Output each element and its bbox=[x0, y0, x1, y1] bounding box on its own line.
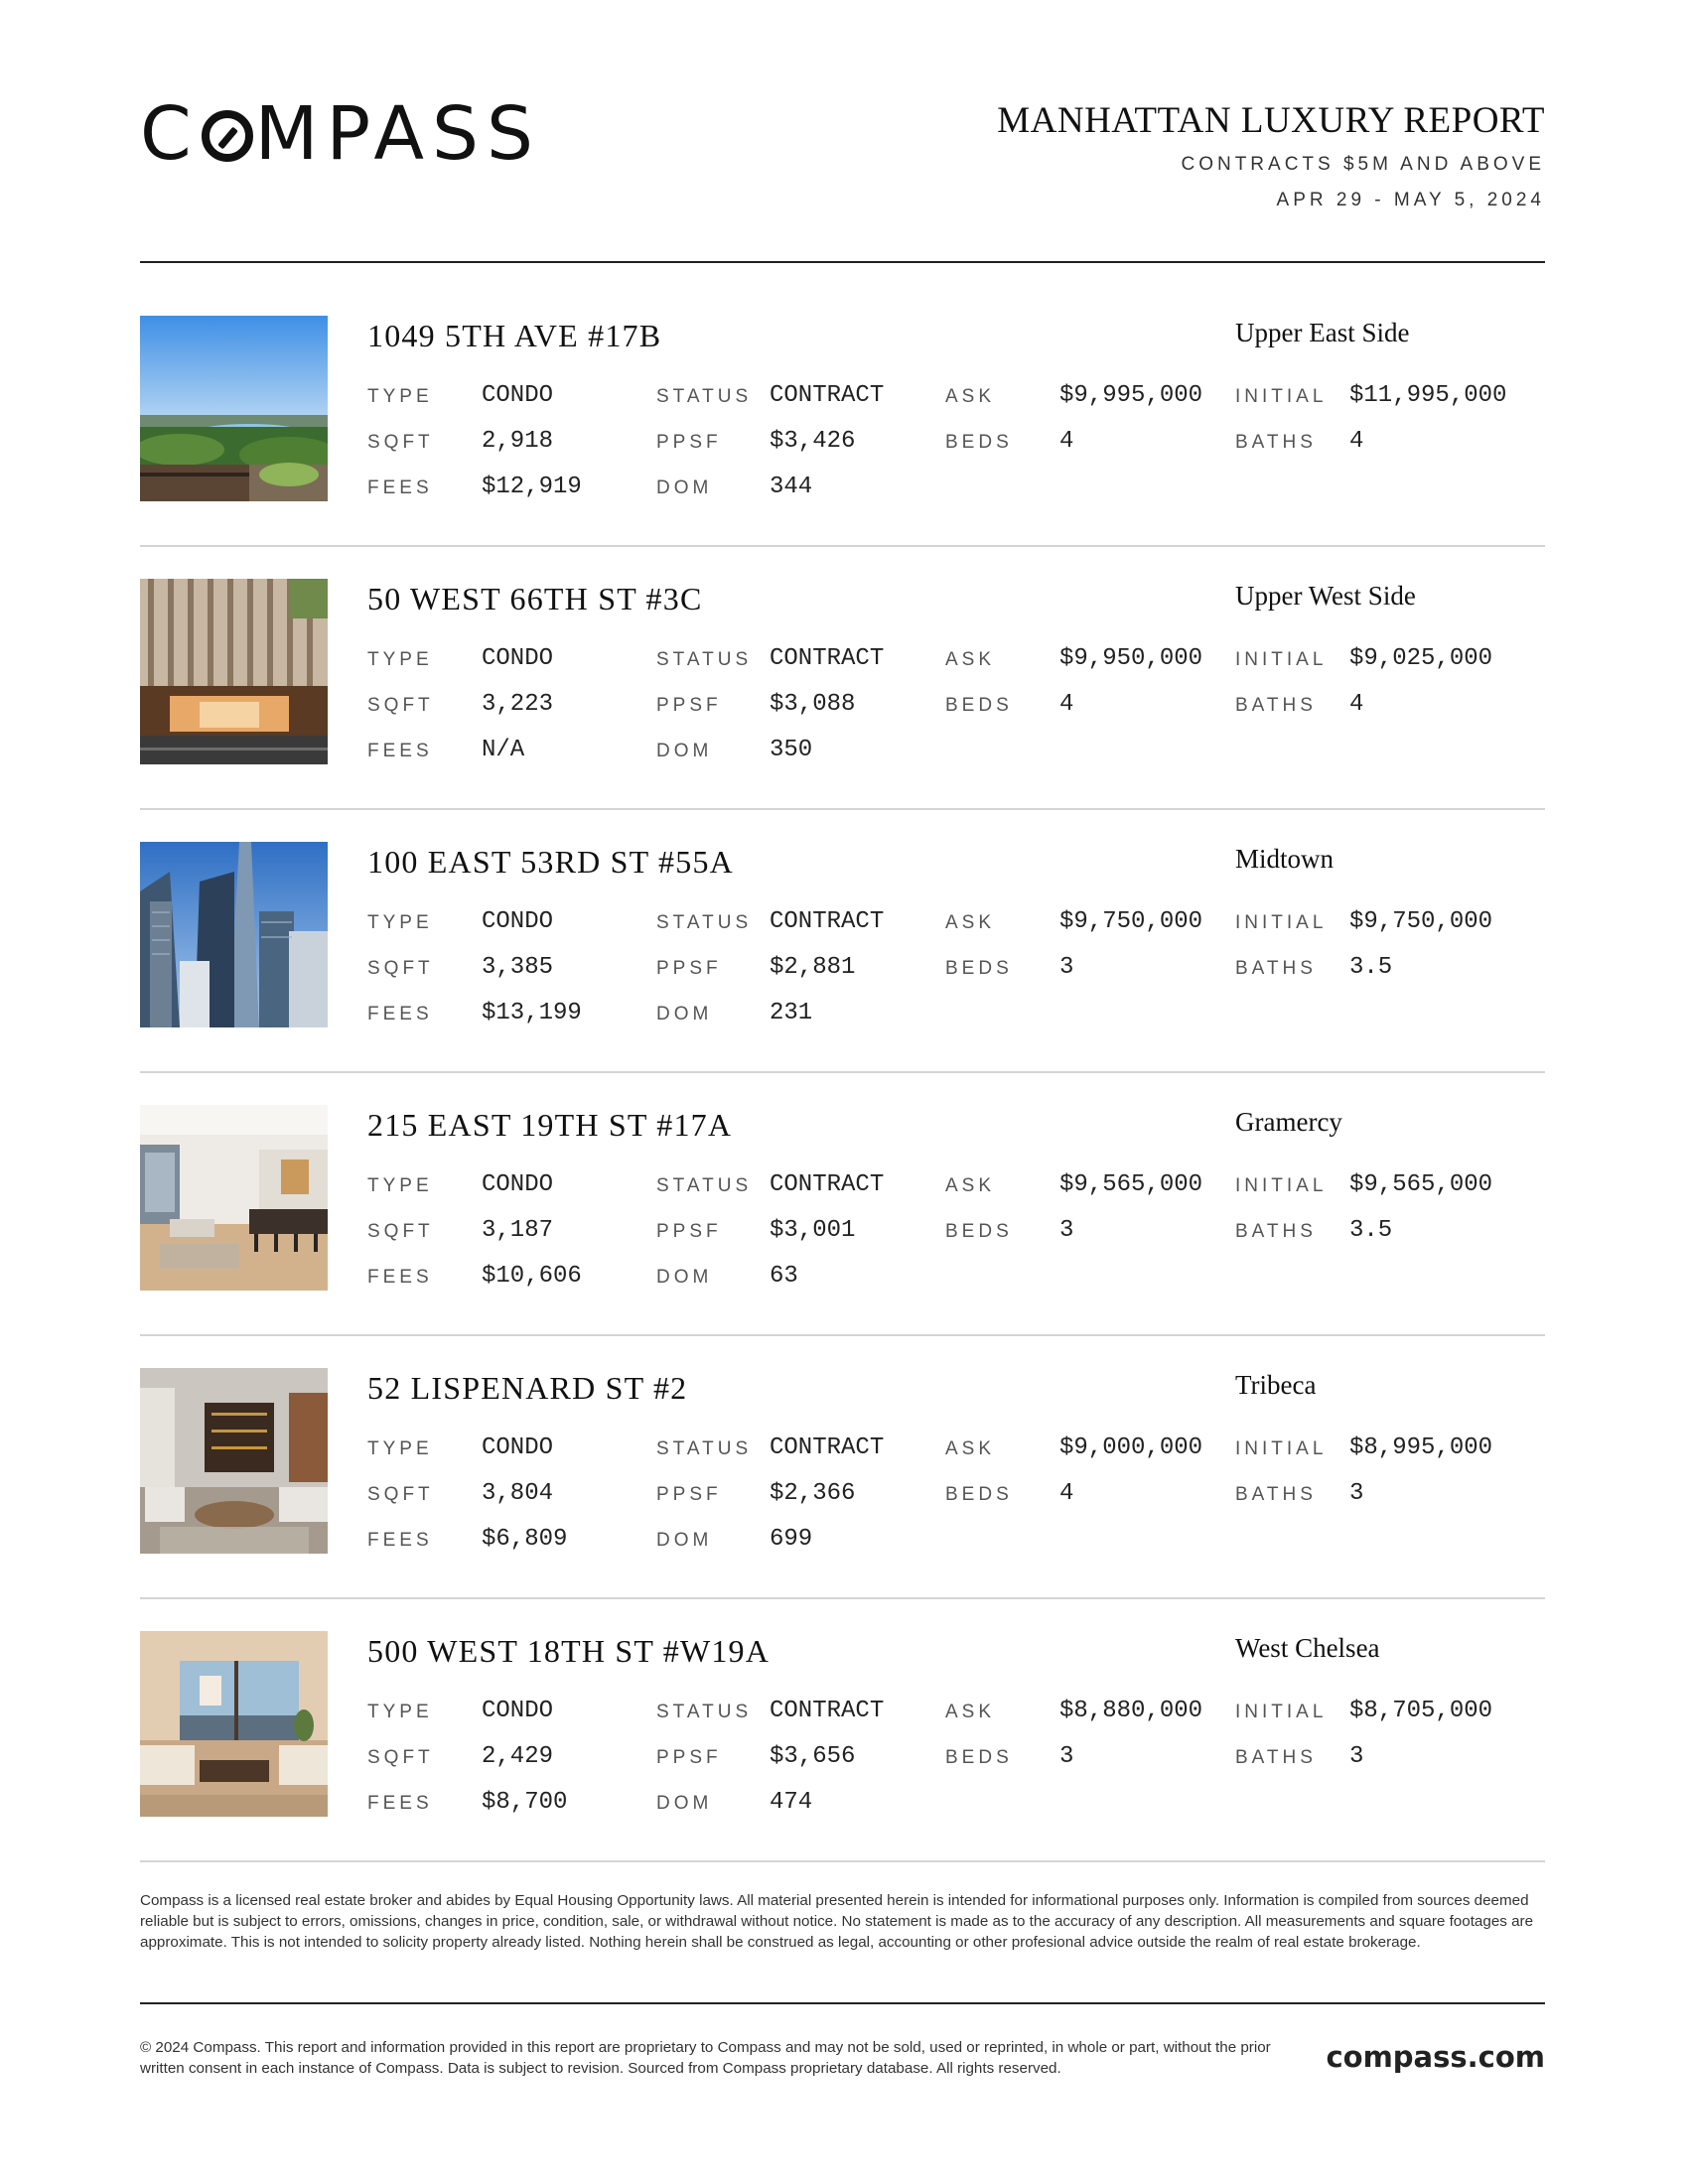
row-divider bbox=[140, 1334, 1545, 1336]
status-label: STATUS bbox=[656, 649, 753, 670]
baths-value: 3 bbox=[1349, 1480, 1364, 1507]
fees-label: FEES bbox=[367, 1267, 433, 1288]
dom-value: 699 bbox=[770, 1526, 813, 1553]
disclaimer-text: Compass is a licensed real estate broker and abides by Equal Housing Opportunity laws. All material presented herein is intended for informational purposes only. Information is compiled from sources deemed reliable but is subject to errors, omissions, changes in price, condition, sale, or withdrawal without notice. No statement is made as to the accuracy of any description. All measurements and square footages are approximate. This is not intended to solicity property already listed. Nothing herein shall be construed as legal, accounting or other profesional advice outside the realm of real estate brokerage. bbox=[140, 1892, 1534, 1951]
initial-label: INITIAL bbox=[1235, 912, 1328, 933]
listing-photo[interactable] bbox=[140, 1631, 328, 1817]
listing-row bbox=[140, 1367, 1545, 1629]
baths-label: BATHS bbox=[1235, 1221, 1317, 1242]
ask-value: $9,750,000 bbox=[1059, 908, 1203, 935]
listing-photo[interactable] bbox=[140, 316, 328, 501]
row-divider bbox=[140, 1860, 1545, 1862]
listing-row bbox=[140, 1104, 1545, 1366]
ppsf-label: PPSF bbox=[656, 1221, 722, 1242]
baths-label: BATHS bbox=[1235, 1747, 1317, 1768]
beds-label: BEDS bbox=[945, 1747, 1013, 1768]
row-divider bbox=[140, 545, 1545, 547]
beds-value: 4 bbox=[1059, 691, 1074, 718]
fees-value: $8,700 bbox=[482, 1789, 568, 1816]
status-value: CONTRACT bbox=[770, 382, 885, 409]
sqft-value: 3,187 bbox=[482, 1217, 554, 1244]
beds-label: BEDS bbox=[945, 1484, 1013, 1505]
ask-label: ASK bbox=[945, 1175, 996, 1196]
initial-label: INITIAL bbox=[1235, 386, 1328, 407]
ask-value: $9,950,000 bbox=[1059, 645, 1203, 672]
listing-photo[interactable] bbox=[140, 1105, 328, 1291]
listing-neighborhood: Tribeca bbox=[1235, 1370, 1317, 1400]
baths-value: 3.5 bbox=[1349, 1217, 1393, 1244]
type-label: TYPE bbox=[367, 912, 433, 933]
listing-neighborhood: West Chelsea bbox=[1235, 1633, 1380, 1663]
initial-value: $9,750,000 bbox=[1349, 908, 1493, 935]
listing-photo[interactable] bbox=[140, 1368, 328, 1554]
ppsf-label: PPSF bbox=[656, 1484, 722, 1505]
sqft-label: SQFT bbox=[367, 1747, 434, 1768]
dom-label: DOM bbox=[656, 741, 713, 761]
ask-value: $8,880,000 bbox=[1059, 1698, 1203, 1724]
listing-row bbox=[140, 315, 1545, 577]
fees-label: FEES bbox=[367, 1004, 433, 1024]
listing-photo[interactable] bbox=[140, 842, 328, 1027]
ppsf-value: $3,001 bbox=[770, 1217, 856, 1244]
type-value: CONDO bbox=[482, 645, 554, 672]
listing-address: 215 EAST 19TH ST #17A bbox=[367, 1107, 733, 1143]
row-divider bbox=[140, 1597, 1545, 1599]
website-link[interactable]: compass.com bbox=[1326, 2040, 1545, 2074]
listing-address: 500 WEST 18TH ST #W19A bbox=[367, 1633, 771, 1669]
status-label: STATUS bbox=[656, 912, 753, 933]
type-label: TYPE bbox=[367, 1175, 433, 1196]
ppsf-label: PPSF bbox=[656, 1747, 722, 1768]
fees-value: N/A bbox=[482, 737, 525, 763]
listing-address: 50 WEST 66TH ST #3C bbox=[367, 581, 703, 616]
type-value: CONDO bbox=[482, 908, 554, 935]
dom-label: DOM bbox=[656, 1793, 713, 1814]
fees-value: $13,199 bbox=[482, 1000, 582, 1026]
initial-value: $11,995,000 bbox=[1349, 382, 1507, 409]
initial-label: INITIAL bbox=[1235, 1702, 1328, 1722]
beds-label: BEDS bbox=[945, 695, 1013, 716]
listing-neighborhood: Upper East Side bbox=[1235, 318, 1410, 347]
ask-label: ASK bbox=[945, 386, 996, 407]
ppsf-label: PPSF bbox=[656, 958, 722, 979]
baths-label: BATHS bbox=[1235, 432, 1317, 453]
dom-value: 350 bbox=[770, 737, 813, 763]
baths-value: 4 bbox=[1349, 691, 1364, 718]
sqft-value: 3,385 bbox=[482, 954, 554, 981]
type-value: CONDO bbox=[482, 1171, 554, 1198]
header-divider bbox=[140, 261, 1545, 263]
listing-row bbox=[140, 841, 1545, 1103]
sqft-label: SQFT bbox=[367, 1484, 434, 1505]
initial-label: INITIAL bbox=[1235, 1175, 1328, 1196]
initial-value: $8,995,000 bbox=[1349, 1434, 1493, 1461]
status-label: STATUS bbox=[656, 1175, 753, 1196]
fees-label: FEES bbox=[367, 741, 433, 761]
type-label: TYPE bbox=[367, 1438, 433, 1459]
beds-value: 3 bbox=[1059, 1743, 1074, 1770]
type-label: TYPE bbox=[367, 386, 433, 407]
listing-row bbox=[140, 1630, 1545, 1892]
beds-value: 3 bbox=[1059, 954, 1074, 981]
ask-label: ASK bbox=[945, 912, 996, 933]
report-date-range: APR 29 - MAY 5, 2024 bbox=[1276, 190, 1545, 210]
ppsf-value: $3,426 bbox=[770, 428, 856, 455]
ppsf-value: $3,088 bbox=[770, 691, 856, 718]
beds-value: 4 bbox=[1059, 428, 1074, 455]
initial-label: INITIAL bbox=[1235, 649, 1328, 670]
status-value: CONTRACT bbox=[770, 1698, 885, 1724]
ppsf-label: PPSF bbox=[656, 432, 722, 453]
beds-label: BEDS bbox=[945, 958, 1013, 979]
ppsf-value: $3,656 bbox=[770, 1743, 856, 1770]
ask-value: $9,565,000 bbox=[1059, 1171, 1203, 1198]
report-title: MANHATTAN LUXURY REPORT bbox=[997, 100, 1545, 141]
fees-label: FEES bbox=[367, 1793, 433, 1814]
dom-label: DOM bbox=[656, 478, 713, 498]
report-header bbox=[140, 91, 1545, 213]
baths-value: 3.5 bbox=[1349, 954, 1393, 981]
footer-divider bbox=[140, 2002, 1545, 2004]
beds-label: BEDS bbox=[945, 1221, 1013, 1242]
beds-value: 3 bbox=[1059, 1217, 1074, 1244]
listing-neighborhood: Midtown bbox=[1235, 844, 1335, 874]
compass-logo-icon bbox=[202, 110, 253, 162]
type-value: CONDO bbox=[482, 1434, 554, 1461]
ask-label: ASK bbox=[945, 1702, 996, 1722]
ask-label: ASK bbox=[945, 1438, 996, 1459]
sqft-label: SQFT bbox=[367, 958, 434, 979]
dom-value: 231 bbox=[770, 1000, 813, 1026]
initial-value: $9,565,000 bbox=[1349, 1171, 1493, 1198]
listing-address: 1049 5TH AVE #17B bbox=[367, 318, 662, 353]
beds-value: 4 bbox=[1059, 1480, 1074, 1507]
compass-logo[interactable]: C MPASS bbox=[140, 91, 541, 177]
fees-value: $12,919 bbox=[482, 474, 582, 500]
type-label: TYPE bbox=[367, 1702, 433, 1722]
ppsf-label: PPSF bbox=[656, 695, 722, 716]
baths-value: 3 bbox=[1349, 1743, 1364, 1770]
sqft-label: SQFT bbox=[367, 695, 434, 716]
type-value: CONDO bbox=[482, 382, 554, 409]
listing-row bbox=[140, 578, 1545, 840]
initial-value: $9,025,000 bbox=[1349, 645, 1493, 672]
listing-neighborhood: Upper West Side bbox=[1235, 581, 1416, 611]
fees-value: $10,606 bbox=[482, 1263, 582, 1290]
sqft-value: 3,223 bbox=[482, 691, 554, 718]
baths-value: 4 bbox=[1349, 428, 1364, 455]
dom-label: DOM bbox=[656, 1530, 713, 1551]
row-divider bbox=[140, 1071, 1545, 1073]
status-label: STATUS bbox=[656, 1702, 753, 1722]
ask-label: ASK bbox=[945, 649, 996, 670]
dom-value: 63 bbox=[770, 1263, 798, 1290]
sqft-label: SQFT bbox=[367, 1221, 434, 1242]
status-value: CONTRACT bbox=[770, 645, 885, 672]
initial-value: $8,705,000 bbox=[1349, 1698, 1493, 1724]
listing-photo[interactable] bbox=[140, 579, 328, 764]
status-value: CONTRACT bbox=[770, 1434, 885, 1461]
status-value: CONTRACT bbox=[770, 1171, 885, 1198]
dom-label: DOM bbox=[656, 1004, 713, 1024]
dom-label: DOM bbox=[656, 1267, 713, 1288]
baths-label: BATHS bbox=[1235, 695, 1317, 716]
copyright-text: © 2024 Compass. This report and information provided in this report are proprietary to Compass and may not be sold, used or reprinted, in whole or part, without the prior written consent in each instance of Compass. Data is subject to revision. Sourced from Compass proprietary database. All rights reserved. bbox=[140, 2039, 1271, 2077]
type-value: CONDO bbox=[482, 1698, 554, 1724]
fees-value: $6,809 bbox=[482, 1526, 568, 1553]
listing-address: 100 EAST 53RD ST #55A bbox=[367, 844, 734, 880]
listing-neighborhood: Gramercy bbox=[1235, 1107, 1342, 1137]
dom-value: 474 bbox=[770, 1789, 813, 1816]
sqft-label: SQFT bbox=[367, 432, 434, 453]
ppsf-value: $2,881 bbox=[770, 954, 856, 981]
ask-value: $9,000,000 bbox=[1059, 1434, 1203, 1461]
ppsf-value: $2,366 bbox=[770, 1480, 856, 1507]
baths-label: BATHS bbox=[1235, 958, 1317, 979]
status-label: STATUS bbox=[656, 386, 753, 407]
row-divider bbox=[140, 808, 1545, 810]
initial-label: INITIAL bbox=[1235, 1438, 1328, 1459]
sqft-value: 2,918 bbox=[482, 428, 554, 455]
sqft-value: 2,429 bbox=[482, 1743, 554, 1770]
fees-label: FEES bbox=[367, 478, 433, 498]
type-label: TYPE bbox=[367, 649, 433, 670]
fees-label: FEES bbox=[367, 1530, 433, 1551]
ask-value: $9,995,000 bbox=[1059, 382, 1203, 409]
sqft-value: 3,804 bbox=[482, 1480, 554, 1507]
baths-label: BATHS bbox=[1235, 1484, 1317, 1505]
status-label: STATUS bbox=[656, 1438, 753, 1459]
listing-address: 52 LISPENARD ST #2 bbox=[367, 1370, 688, 1406]
report-subtitle: CONTRACTS $5M AND ABOVE bbox=[1181, 154, 1545, 175]
beds-label: BEDS bbox=[945, 432, 1013, 453]
status-value: CONTRACT bbox=[770, 908, 885, 935]
dom-value: 344 bbox=[770, 474, 813, 500]
